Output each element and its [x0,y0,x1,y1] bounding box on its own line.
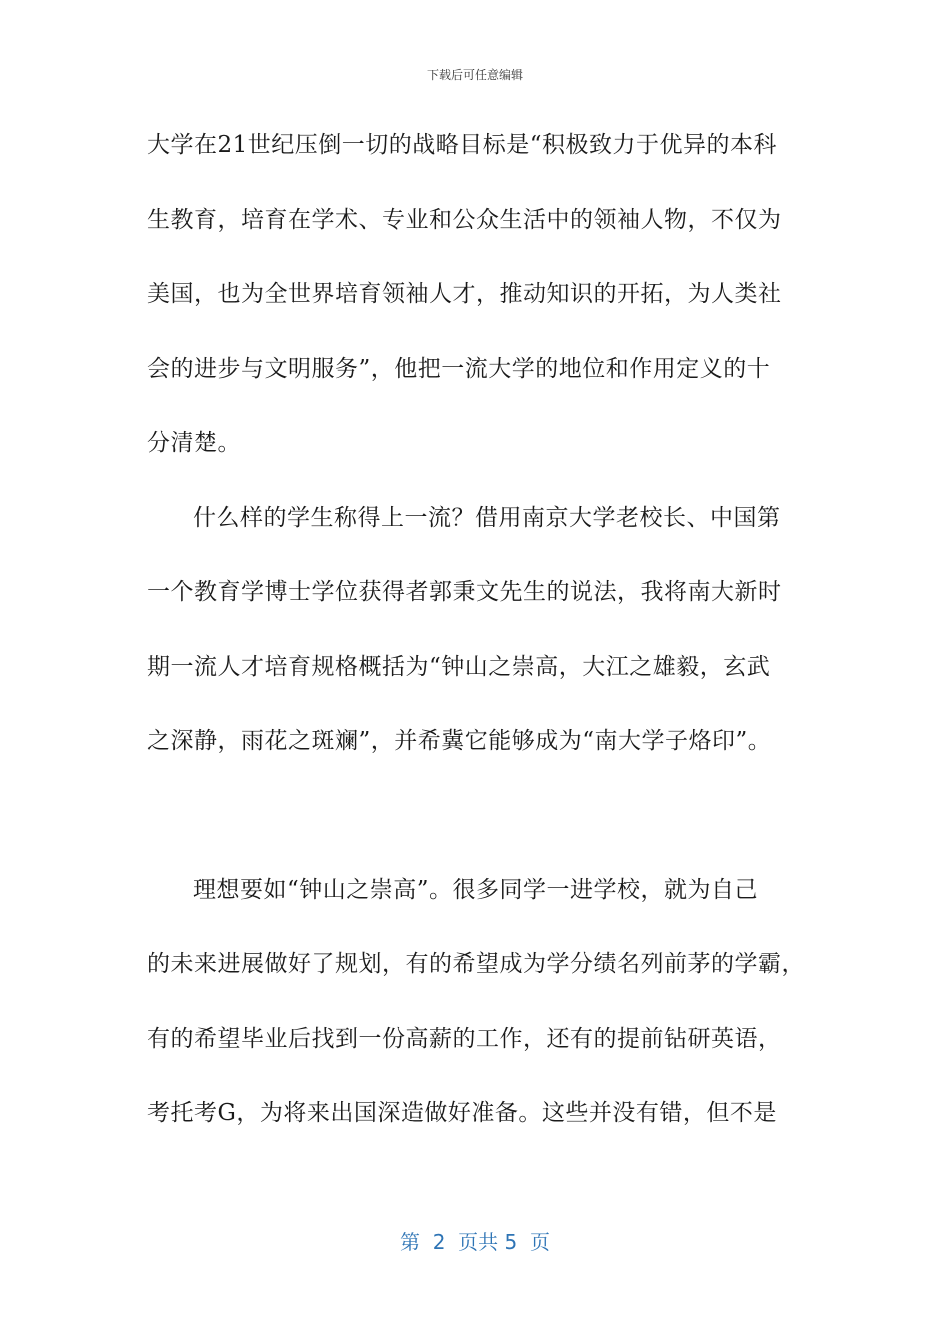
page-footer: 第 2 页共 5 页 [400,1230,550,1254]
text-line: 会的进步与文明服务”，他把一流大学的地位和作用定义的十 [147,355,771,382]
paragraph [147,867,807,1165]
page-header: 下载后可任意编辑 [426,68,523,82]
text-line: 理想要如“钟山之崇高”。很多同学一进学校，就为自己 [193,876,759,903]
paragraph [147,495,807,793]
text-line: 什么样的学生称得上一流？借用南京大学老校长、中国第 [193,504,781,531]
paragraph-gap [147,793,807,867]
document-body [147,122,807,1165]
text-line: 美国，也为全世界培育领袖人才，推动知识的开拓，为人类社 [147,281,782,307]
text-line: 分清楚。 [147,430,241,456]
text-line: 大学在21世纪压倒一切的战略目标是“积极致力于优异的本科 [147,132,778,158]
text-line: 生教育，培育在学术、专业和公众生活中的领袖人物，不仅为 [147,206,782,233]
text-line: 有的希望毕业后找到一份高薪的工作，还有的提前钻研英语， [147,1025,782,1052]
paragraph [147,122,807,495]
text-line: 的未来进展做好了规划，有的希望成为学分绩名列前茅的学霸， [147,951,805,977]
text-line: 之深静，雨花之斑斓”，并希冀它能够成为“南大学子烙印”。 [147,728,772,754]
text-line: 期一流人才培育规格概括为“钟山之崇高，大江之雄毅，玄武 [147,653,771,680]
text-line: 考托考G，为将来出国深造做好准备。这些并没有错，但不是 [147,1100,777,1126]
text-line: 一个教育学博士学位获得者郭秉文先生的说法，我将南大新时 [147,579,782,605]
